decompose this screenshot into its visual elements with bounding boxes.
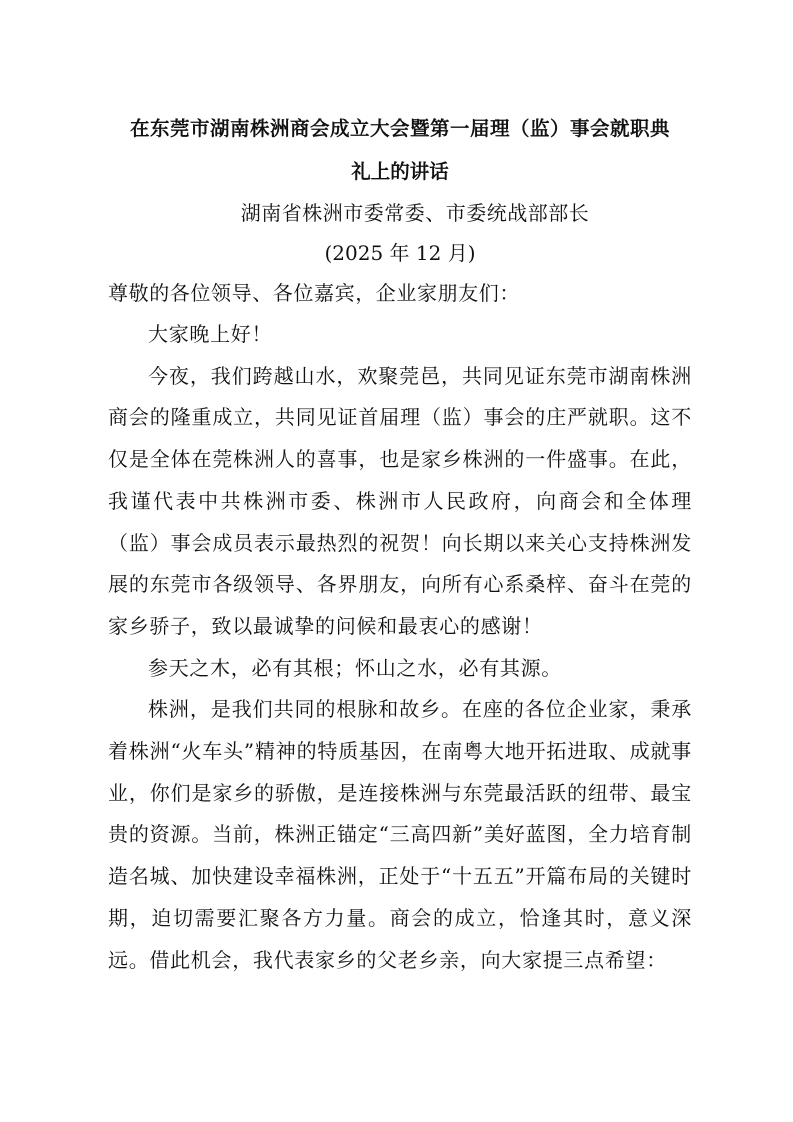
speaker-byline: 湖南省株洲市委常委、市委统战部部长	[240, 201, 590, 225]
paragraph-hopes-intro: 株洲，是我们共同的根脉和故乡。在座的各位企业家，秉承着株洲“火车头”精神的特质基因，在南粤大地开拓进取、成就事业，你们是家乡的骄傲，是连接株洲与东莞最活跃的纽带、最宝贵的资源。当前，株洲正锚定“三高四新”美好蓝图，全力培育制造名城、加快建设幸福株洲，正处于“十五五”开篇布局的关键时期，迫切需要汇聚各方力量。商会的成立，恰逢其时，意义深远。借此机会，我代表家乡的父老乡亲，向大家提三点希望：	[108, 697, 692, 972]
document-title-line-2: 礼上的讲话	[351, 160, 449, 183]
salutation: 尊敬的各位领导、各位嘉宾，企业家朋友们：	[108, 281, 520, 305]
paragraph-greeting: 大家晚上好！	[148, 322, 273, 346]
paragraph-proverb: 参天之木，必有其根；怀山之水，必有其源。	[148, 655, 562, 680]
speech-date: (2025 年 12 月)	[324, 241, 476, 265]
document-page	[108, 110, 692, 981]
document-title-line-1: 在东莞市湖南株洲商会成立大会暨第一届理（监）事会就职典	[129, 117, 670, 140]
paragraph-congratulations: 今夜，我们跨越山水，欢聚莞邑，共同见证东莞市湖南株洲商会的隆重成立，共同见证首届理（监）事会的庄严就职。这不仅是全体在莞株洲人的喜事，也是家乡株洲的一件盛事。在此，我谨代表中共株洲市委、株洲市人民政府，向商会和全体理（监）事会成员表示最热烈的祝贺！向长期以来关心支持株洲发展的东莞市各级领导、各界朋友，向所有心系桑梓、奋斗在莞的家乡骄子，致以最诚挚的问候和最衷心的感谢！	[108, 363, 692, 638]
